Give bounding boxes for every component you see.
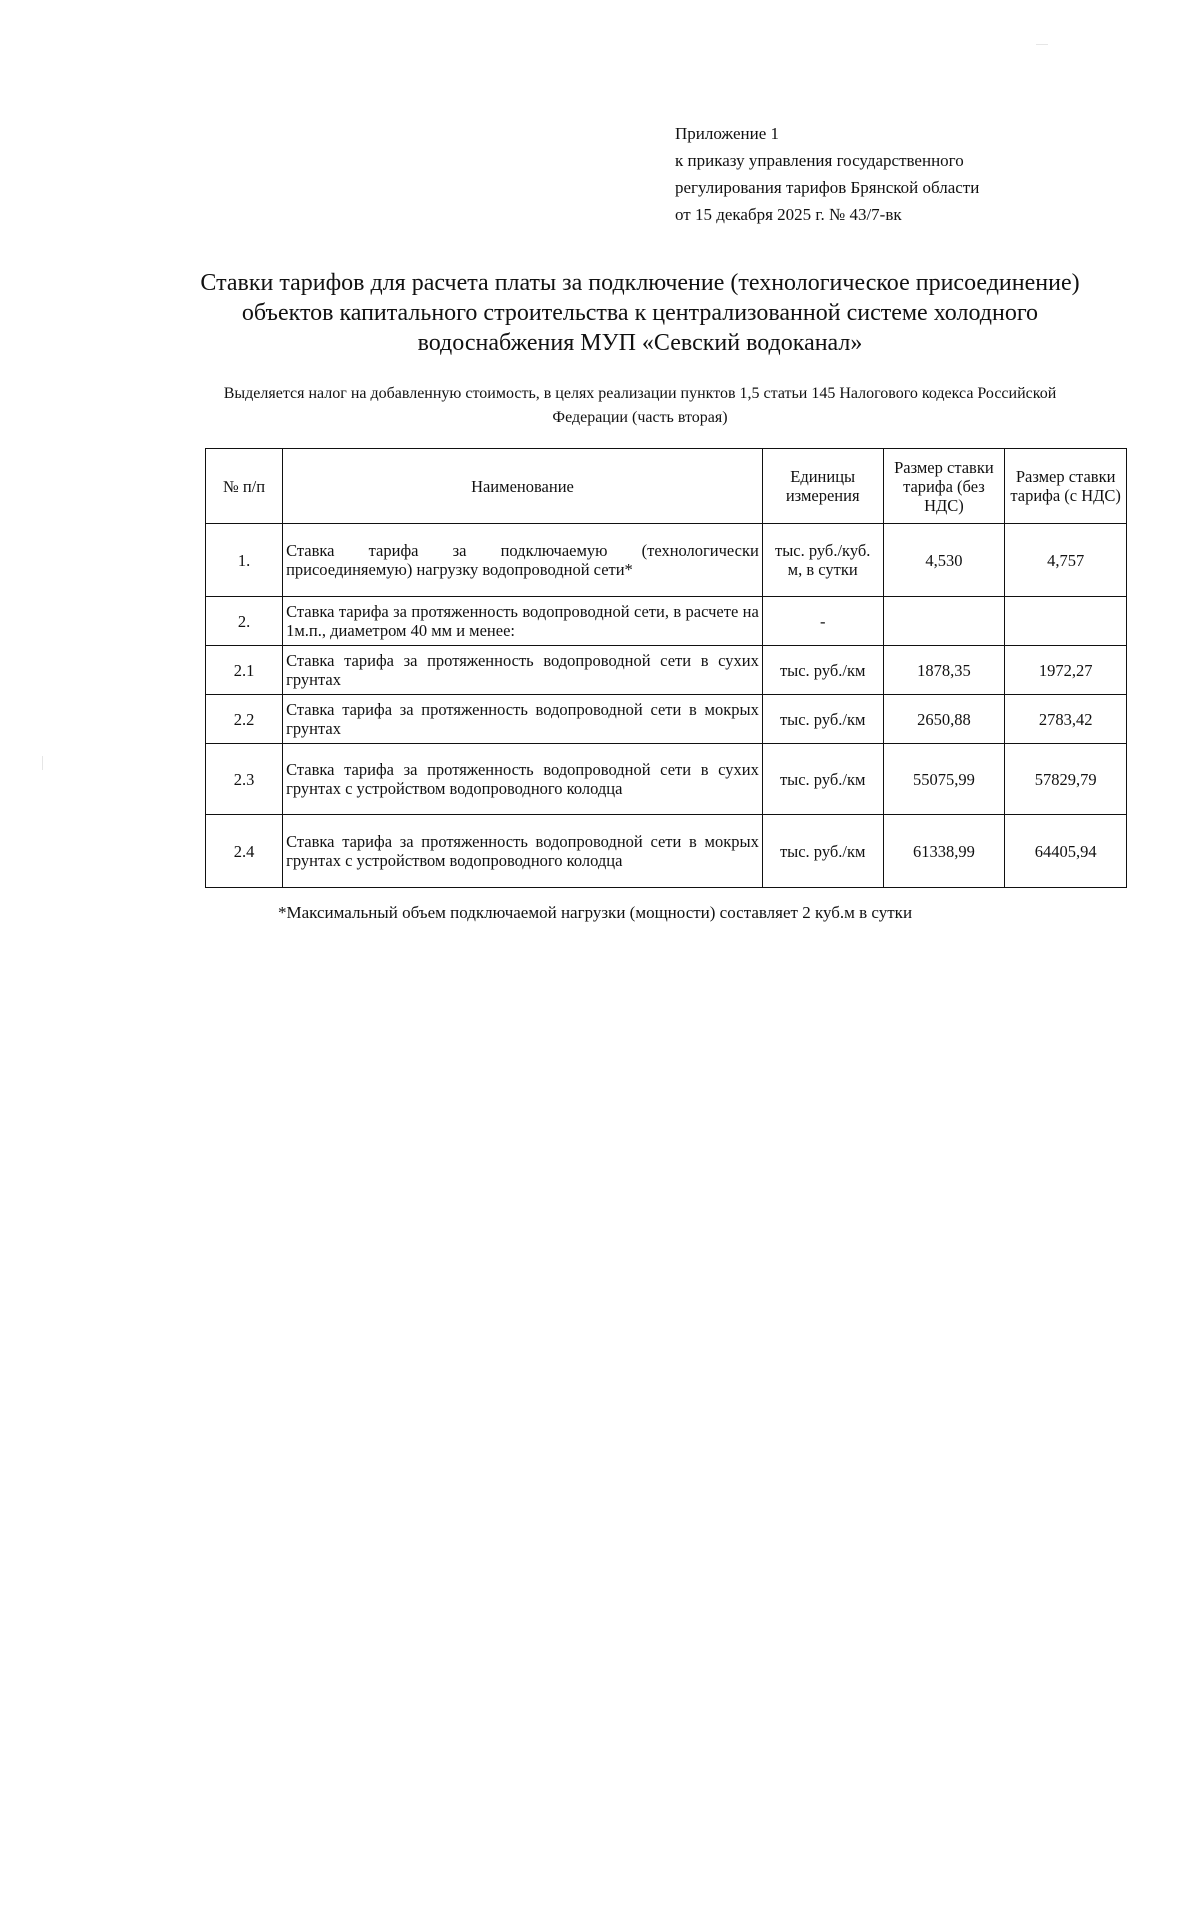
row-name: Ставка тарифа за протяженность водопроводной сети в сухих грунтах bbox=[283, 646, 763, 695]
row-name: Ставка тарифа за протяженность водопроводной сети в мокрых грунтах с устройством водопроводного колодца bbox=[283, 815, 763, 888]
row-number: 2.2 bbox=[206, 695, 283, 744]
row-rate-without-vat: 2650,88 bbox=[883, 695, 1005, 744]
table-row bbox=[206, 646, 1127, 695]
table-row bbox=[206, 695, 1127, 744]
appendix-line: Приложение 1 bbox=[675, 124, 779, 143]
row-number: 2.1 bbox=[206, 646, 283, 695]
row-rate-without-vat: 1878,35 bbox=[883, 646, 1005, 695]
table-row bbox=[206, 744, 1127, 815]
row-number: 2.3 bbox=[206, 744, 283, 815]
row-rate-with-vat: 1972,27 bbox=[1005, 646, 1127, 695]
row-rate-with-vat: 64405,94 bbox=[1005, 815, 1127, 888]
row-unit: тыс. руб./км bbox=[762, 646, 883, 695]
row-unit: тыс. руб./км bbox=[762, 815, 883, 888]
table-row bbox=[206, 597, 1127, 646]
row-name: Ставка тарифа за протяженность водопроводной сети, в расчете на 1м.п., диаметром 40 мм и менее: bbox=[283, 597, 763, 646]
vat-note: Выделяется налог на добавленную стоимость, в целях реализации пунктов 1,5 статьи 145 Налогового кодекса Российской Федерации (часть вторая) bbox=[223, 385, 1057, 426]
tariff-table bbox=[205, 448, 1127, 888]
row-rate-with-vat bbox=[1005, 597, 1127, 646]
row-unit: тыс. руб./куб. м, в сутки bbox=[762, 524, 883, 597]
appendix-line: регулирования тарифов Брянской области bbox=[675, 178, 980, 197]
header-number: № п/п bbox=[206, 449, 283, 524]
row-rate-with-vat: 4,757 bbox=[1005, 524, 1127, 597]
row-rate-without-vat bbox=[883, 597, 1005, 646]
row-number: 1. bbox=[206, 524, 283, 597]
header-unit: Единицы измерения bbox=[762, 449, 883, 524]
row-name: Ставка тарифа за протяженность водопроводной сети в мокрых грунтах bbox=[283, 695, 763, 744]
row-name: Ставка тарифа за протяженность водопроводной сети в сухих грунтах с устройством водопроводного колодца bbox=[283, 744, 763, 815]
footnote: *Максимальный объем подключаемой нагрузки (мощности) составляет 2 куб.м в сутки bbox=[278, 903, 913, 922]
row-number: 2.4 bbox=[206, 815, 283, 888]
row-unit: тыс. руб./км bbox=[762, 695, 883, 744]
row-rate-with-vat: 57829,79 bbox=[1005, 744, 1127, 815]
header-rate-with-vat: Размер ставки тарифа (с НДС) bbox=[1005, 449, 1127, 524]
row-unit: тыс. руб./км bbox=[762, 744, 883, 815]
row-rate-with-vat: 2783,42 bbox=[1005, 695, 1127, 744]
scan-artifact bbox=[42, 756, 43, 770]
appendix-header bbox=[675, 120, 1095, 228]
table-header-row bbox=[206, 449, 1127, 524]
row-rate-without-vat: 61338,99 bbox=[883, 815, 1005, 888]
row-rate-without-vat: 4,530 bbox=[883, 524, 1005, 597]
row-name: Ставка тарифа за подключаемую (технологически присоединяемую) нагрузку водопроводной сети* bbox=[283, 524, 763, 597]
appendix-line: к приказу управления государственного bbox=[675, 151, 964, 170]
table-row bbox=[206, 524, 1127, 597]
scan-artifact bbox=[1036, 44, 1048, 45]
row-unit: - bbox=[762, 597, 883, 646]
row-rate-without-vat: 55075,99 bbox=[883, 744, 1005, 815]
table-row bbox=[206, 815, 1127, 888]
document-title: Ставки тарифов для расчета платы за подключение (технологическое присоединение) объектов капитального строительства к централизованной системе холодного водоснабжения МУП «Севский водоканал» bbox=[200, 270, 1080, 356]
appendix-line: от 15 декабря 2025 г. № 43/7-вк bbox=[675, 205, 902, 224]
header-name: Наименование bbox=[283, 449, 763, 524]
header-rate-without-vat: Размер ставки тарифа (без НДС) bbox=[883, 449, 1005, 524]
row-number: 2. bbox=[206, 597, 283, 646]
